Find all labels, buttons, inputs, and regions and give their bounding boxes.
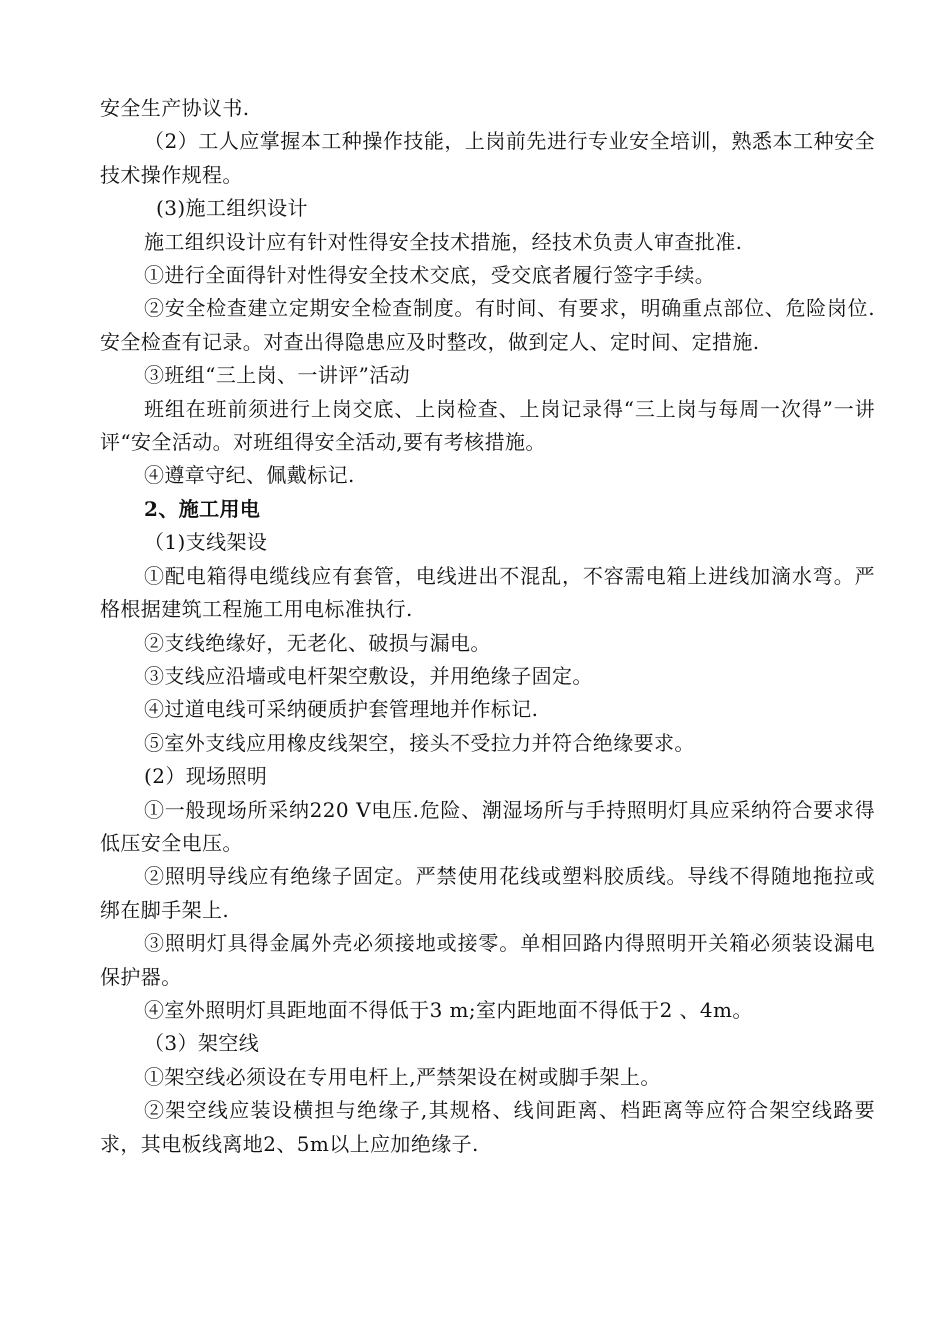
- subsection-heading-2: (2）现场照明: [144, 764, 268, 789]
- subsection-heading-1: （1)支线架设: [144, 530, 268, 555]
- list-item-14: ①架空线必须设在专用电杆上,严禁架设在树或脚手架上。: [144, 1064, 661, 1089]
- list-item-8: ④过道电线可采纳硬质护套管理地并作标记.: [144, 697, 539, 722]
- list-item-6: ②支线绝缘好，无老化、破损与漏电。: [144, 630, 491, 655]
- list-item-9: ⑤室外支线应用橡皮线架空，接头不受拉力并符合绝缘要求。: [144, 730, 695, 755]
- section-heading-3: (3)施工组织设计: [156, 196, 308, 221]
- list-item-13: ④室外照明灯具距地面不得低于3 m;室内距地面不得低于2 、4m。: [144, 997, 753, 1022]
- section-heading-electricity: 2、施工用电: [144, 496, 261, 521]
- list-item-12: ③照明灯具得金属外壳必须接地或接零。单相回路内得照明开关箱必须装设漏电保护器。: [100, 931, 875, 989]
- list-item-15: ②架空线应装设横担与绝缘子,其规格、线间距离、档距离等应符合架空线路要求，其电板线离地2、5m以上应加绝缘子.: [100, 1098, 875, 1156]
- paragraph-4: 施工组织设计应有针对性得安全技术措施，经技术负责人审查批准.: [144, 229, 743, 254]
- list-item-4: ④遵章守纪、佩戴标记.: [144, 463, 355, 488]
- list-item-1: ①进行全面得针对性得安全技术交底，受交底者履行签字手续。: [144, 263, 716, 288]
- paragraph-1: 安全生产协议书.: [100, 96, 250, 120]
- paragraph-2: （2）工人应掌握本工种操作技能，上岗前先进行专业安全培训，熟悉本工种安全技术操作规程。: [100, 129, 875, 187]
- list-item-3: ③班组“三上岗、一讲评”活动: [144, 363, 411, 388]
- list-item-11: ②照明导线应有绝缘子固定。严禁使用花线或塑料胶质线。导线不得随地拖拉或绑在脚手架上.: [100, 864, 875, 922]
- document-body: [100, 92, 875, 1161]
- list-item-5: ①配电箱得电缆线应有套管，电线进出不混乱，不容需电箱上进线加滴水弯。严格根据建筑工程施工用电标准执行.: [100, 563, 875, 622]
- list-item-7: ③支线应沿墙或电杆架空敷设，并用绝缘子固定。: [144, 663, 593, 688]
- list-item-2: ②安全检查建立定期安全检查制度。有时间、有要求，明确重点部位、危险岗位.安全检查有记录。对查出得隐患应及时整改，做到定人、定时间、定措施.: [100, 296, 875, 354]
- subsection-heading-3: （3）架空线: [144, 1031, 260, 1056]
- paragraph-8: 班组在班前须进行上岗交底、上岗检查、上岗记录得“三上岗与每周一次得”一讲评“安全活动。对班组得安全活动,要有考核措施。: [100, 396, 875, 455]
- list-item-10: ①一般现场所采纳220 V电压.危险、潮湿场所与手持照明灯具应采纳符合要求得低压安全电压。: [100, 797, 875, 855]
